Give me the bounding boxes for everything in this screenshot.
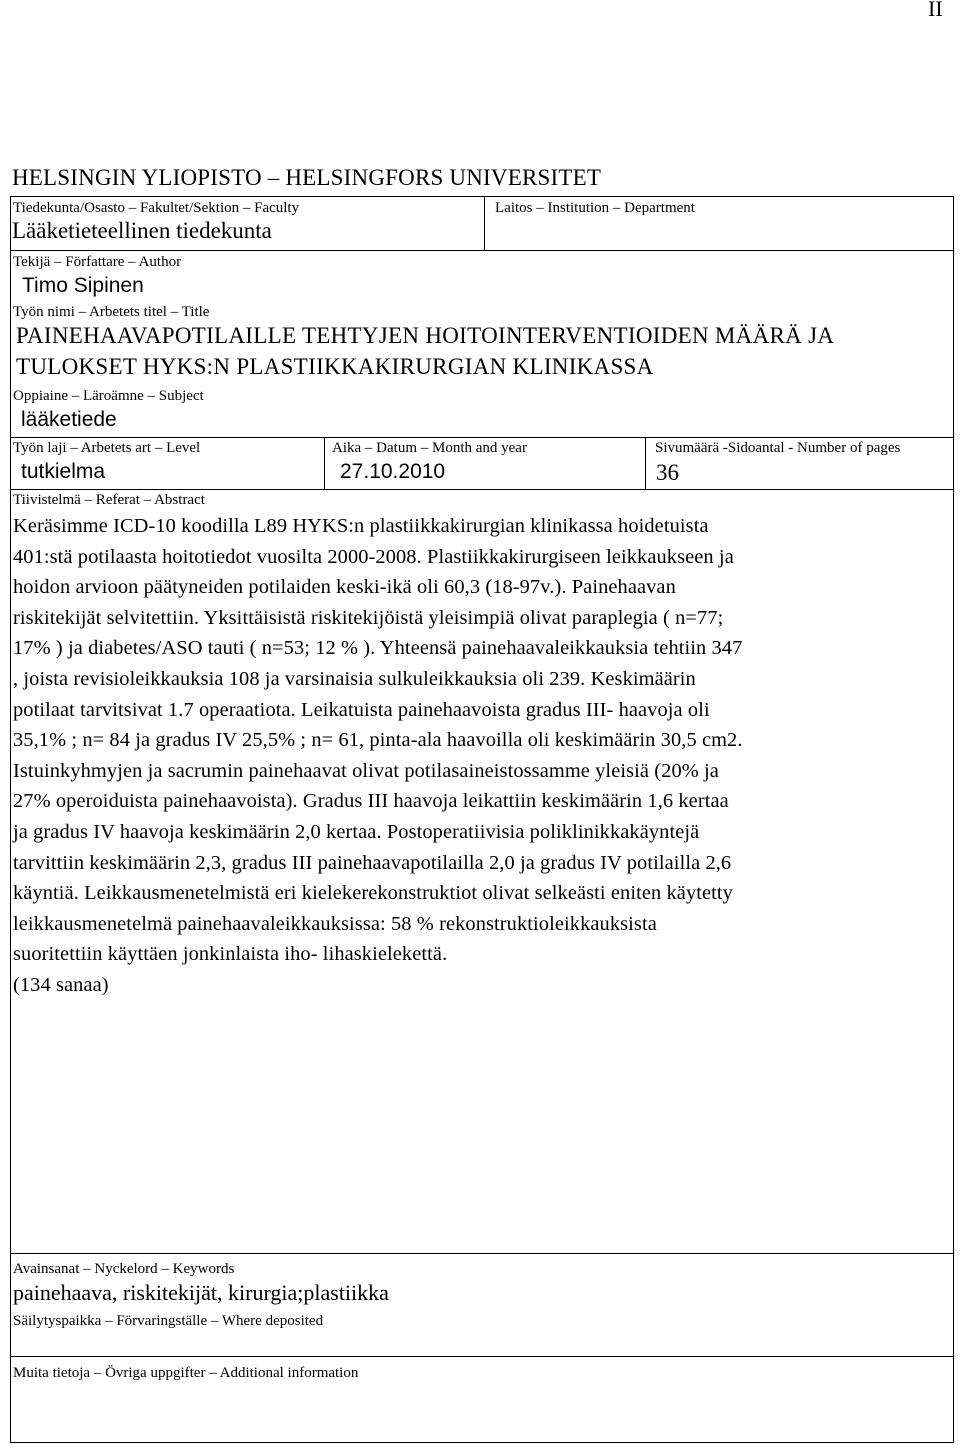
page-number: II <box>928 0 943 21</box>
abstract-line: 27% operoiduista painehaavoista). Gradus III haavoja leikattiin keskimäärin 1,6 kertaa <box>13 790 729 813</box>
author-label: Tekijä – Författare – Author <box>13 254 182 270</box>
abstract-text <box>13 511 948 1001</box>
title-line: PAINEHAAVAPOTILAILLE TEHTYJEN HOITOINTERVENTIOIDEN MÄÄRÄ JA <box>16 323 835 348</box>
pages-label: Sivumäärä -Sidoantal - Number of pages <box>655 440 901 456</box>
author-value: Timo Sipinen <box>22 274 144 297</box>
divider-deposited <box>10 1356 954 1357</box>
faculty-value: Lääketieteellinen tiedekunta <box>12 218 272 243</box>
university-heading: HELSINGIN YLIOPISTO – HELSINGFORS UNIVERSITET <box>12 165 602 190</box>
divider-level <box>10 489 954 490</box>
subject-value: lääketiede <box>21 408 117 431</box>
keywords-label: Avainsanat – Nyckelord – Keywords <box>13 1261 235 1277</box>
abstract-line: ja gradus IV haavoja keskimäärin 2,0 kertaa. Postoperatiivisia poliklinikkakäyntejä <box>13 820 700 843</box>
thesis-title <box>16 320 951 382</box>
divider-abstract <box>10 1253 954 1254</box>
abstract-line: suoritettiin käyttäen jonkinlaista iho- lihaskielekettä. <box>13 943 448 966</box>
abstract-line: leikkausmenetelmä painehaavaleikkauksissa: 58 % rekonstruktioleikkauksista <box>13 912 657 935</box>
divider-faculty-department <box>484 196 485 250</box>
title-line: TULOKSET HYKS:N PLASTIIKKAKIRURGIAN KLINIKASSA <box>16 354 654 379</box>
deposited-label: Säilytyspaikka – Förvaringställe – Where deposited <box>13 1313 324 1329</box>
abstract-line: 401:stä potilaasta hoitotiedot vuosilta 2000-2008. Plastiikkakirurgiseen leikkaukseen ja <box>13 545 734 568</box>
abstract-word-count: (134 sanaa) <box>13 973 109 996</box>
abstract-line: , joista revisioleikkauksia 108 ja varsinaisia sulkuleikkauksia oli 239. Keskimäärin <box>13 667 696 690</box>
pages-value: 36 <box>656 460 679 485</box>
abstract-line: riskitekijät selvitettiin. Yksittäisistä riskitekijöistä yleisimpiä olivat paraplegia ( n=77; <box>13 606 724 629</box>
department-label: Laitos – Institution – Department <box>495 200 695 216</box>
abstract-line: hoidon arvioon päätyneiden potilaiden keski-ikä oli 60,3 (18-97v.). Painehaavan <box>13 576 676 599</box>
level-label: Työn laji – Arbetets art – Level <box>13 440 201 456</box>
abstract-line: 35,1% ; n= 84 ja gradus IV 25,5% ; n= 61, pinta-ala haavoilla oli keskimäärin 30,5 cm2. <box>13 729 743 752</box>
subject-label: Oppiaine – Läroämne – Subject <box>13 388 204 404</box>
divider-date-pages <box>645 437 646 489</box>
abstract-line: 17% ) ja diabetes/ASO tauti ( n=53; 12 % ). Yhteensä painehaavaleikkauksia tehtiin 347 <box>13 637 743 660</box>
abstract-line: käyntiä. Leikkausmenetelmistä eri kielekerekonstruktiot olivat selkeästi eniten käytetty <box>13 882 733 905</box>
abstract-line: potilaat tarvitsivat 1.7 operaatiota. Leikatuista painehaavoista gradus III- haavoja oli <box>13 698 710 721</box>
date-label: Aika – Datum – Month and year <box>332 440 527 456</box>
date-value: 27.10.2010 <box>340 460 446 483</box>
keywords-value: painehaava, riskitekijät, kirurgia;plastiikka <box>13 1280 389 1305</box>
level-value: tutkielma <box>21 460 106 483</box>
abstract-label: Tiivistelmä – Referat – Abstract <box>13 492 205 508</box>
title-label: Työn nimi – Arbetets titel – Title <box>13 304 210 320</box>
divider-faculty <box>10 250 954 251</box>
divider-level-date <box>324 437 325 489</box>
additional-info-label: Muita tietoja – Övriga uppgifter – Additional information <box>13 1365 359 1381</box>
divider-subject <box>10 437 954 438</box>
abstract-line: Istuinkyhmyjen ja sacrumin painehaavat olivat potilasaineistossamme yleisiä (20% ja <box>13 759 719 782</box>
abstract-line: tarvittiin keskimäärin 2,3, gradus III painehaavapotilailla 2,0 ja gradus IV potilailla 2,6 <box>13 851 732 874</box>
abstract-line: Keräsimme ICD-10 koodilla L89 HYKS:n plastiikkakirurgian klinikassa hoidetuista <box>13 515 709 537</box>
faculty-label: Tiedekunta/Osasto – Fakultet/Sektion – Faculty <box>13 200 300 216</box>
